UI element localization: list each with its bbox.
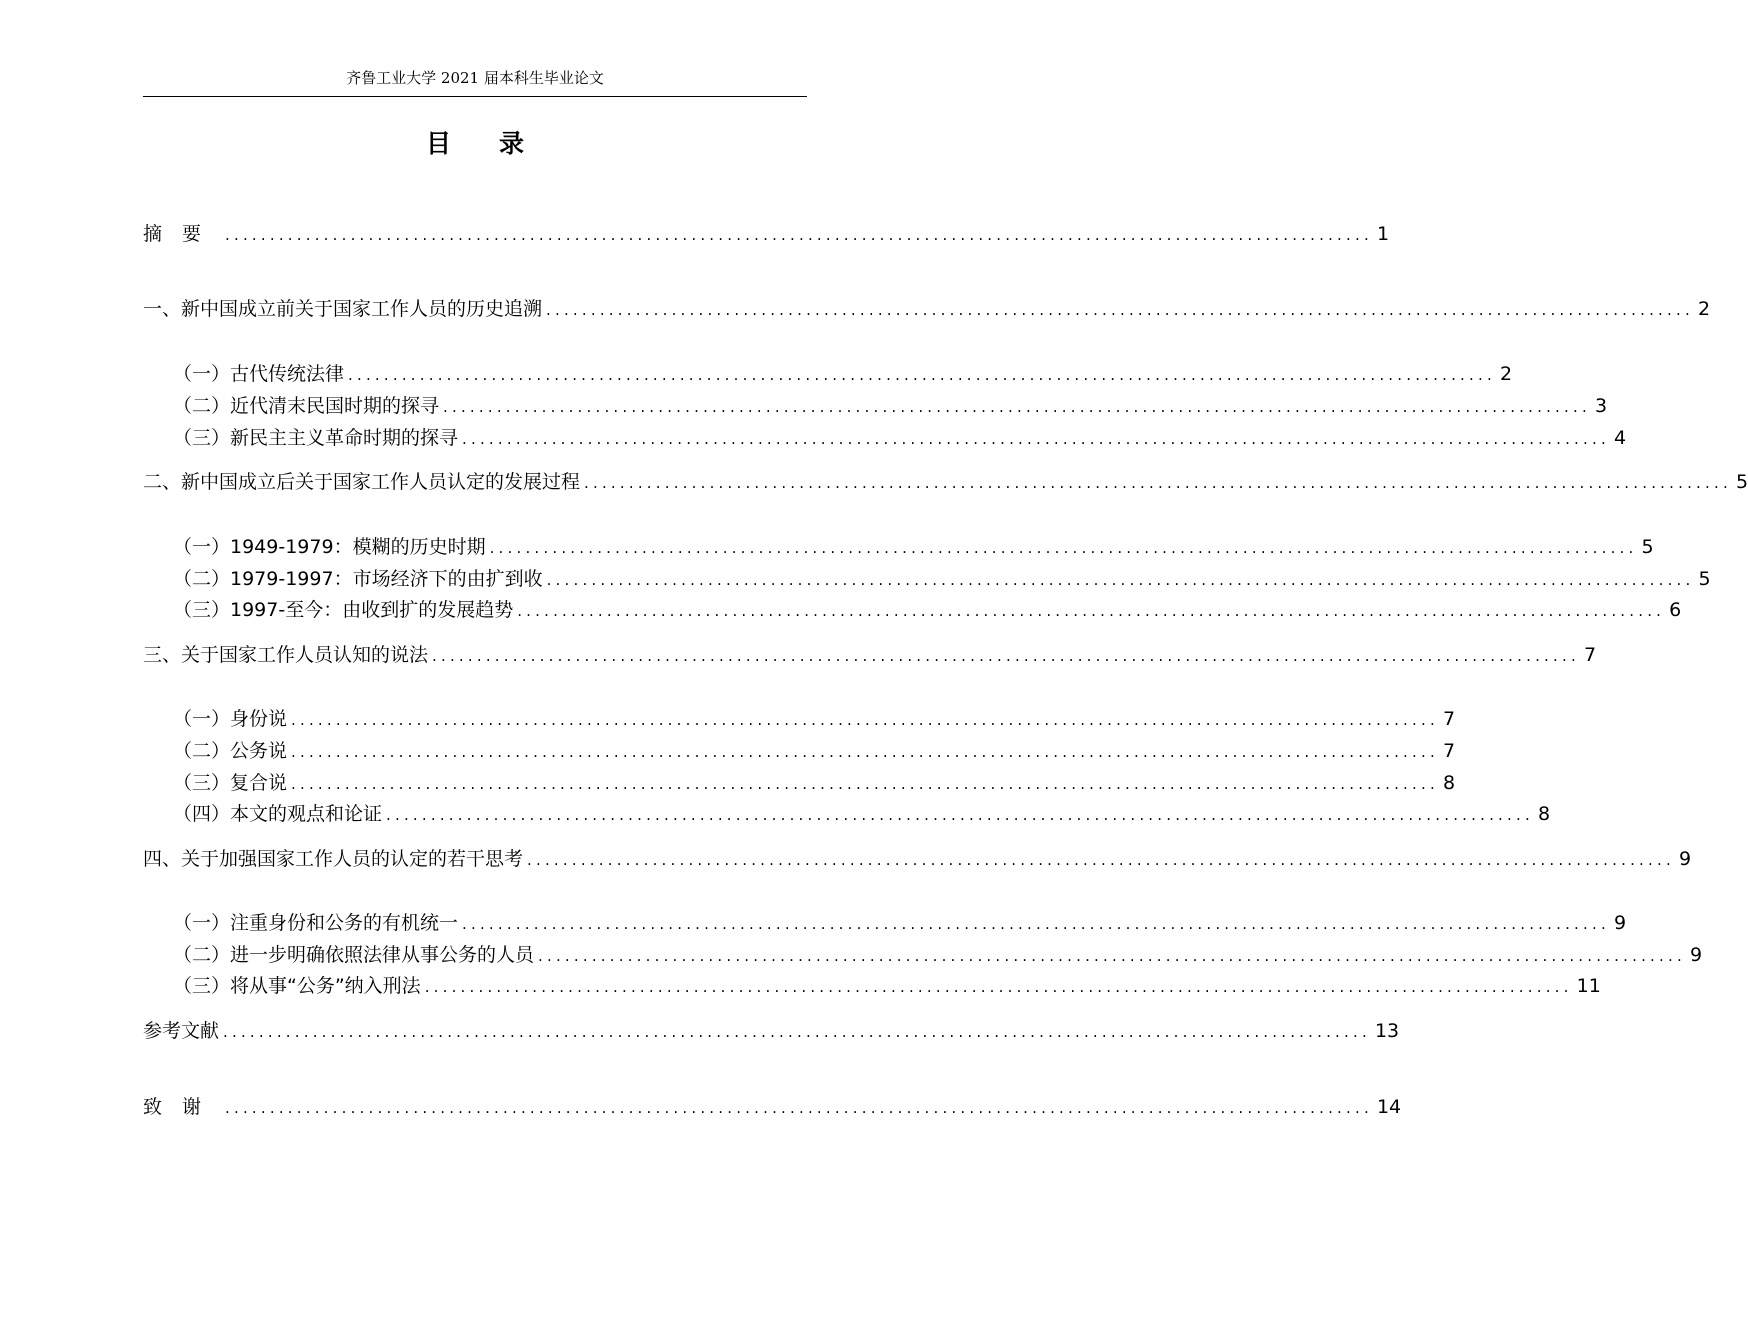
dot-leader: ................................................................................................................................ [517, 602, 1666, 620]
toc-entry-label: （一）身份说 [173, 708, 288, 730]
toc-page-number: 13 [1374, 1020, 1400, 1042]
toc-entry-label: 致谢 [143, 1096, 222, 1118]
dot-leader: ................................................................................................................................ [462, 430, 1610, 448]
toc-page-number: 11 [1576, 975, 1601, 997]
dot-leader: ................................................................................................................................ [291, 775, 1439, 793]
toc-entry-label: （二）近代清末民国时期的探寻 [173, 395, 440, 417]
toc-entry-section-1-1[interactable] [173, 361, 1513, 387]
toc-entry-label: （三）1997-至今：由收到扩的发展趋势 [173, 599, 514, 621]
toc-page-number: 7 [1442, 740, 1456, 762]
toc-page-number: 5 [1641, 536, 1654, 558]
toc-entry-chapter-1[interactable] [143, 296, 1711, 322]
title-char-1: 目 [425, 129, 451, 158]
toc-entry-section-4-2[interactable] [173, 942, 1703, 968]
toc-entry-section-2-3[interactable] [173, 597, 1682, 623]
running-header: 齐鲁工业大学 2021 届本科生毕业论文 [346, 69, 604, 87]
toc-entry-label: 四、关于加强国家工作人员的认定的若干思考 [143, 848, 524, 870]
toc-entry-label: 参考文献 [143, 1020, 220, 1042]
dot-leader: ................................................................................................................................ [225, 1099, 1373, 1117]
dot-leader: ................................................................................................................................ [348, 366, 1496, 384]
header-rule [143, 96, 807, 97]
toc-entry-section-3-3[interactable] [173, 770, 1456, 796]
toc-page-number: 2 [1697, 298, 1711, 320]
toc-entry-label: （一）1949-1979：模糊的历史时期 [173, 536, 486, 558]
toc-entry-label: 一、新中国成立前关于国家工作人员的历史追溯 [143, 298, 543, 320]
toc-page-number: 7 [1442, 708, 1456, 730]
dot-leader: ................................................................................................................................ [489, 539, 1638, 557]
toc-page-number: 3 [1594, 395, 1608, 417]
toc-entry-chapter-2[interactable] [143, 469, 1748, 495]
toc-entry-chapter-3[interactable] [143, 642, 1597, 668]
toc-entry-section-2-1[interactable] [173, 534, 1654, 560]
toc-entry-section-1-3[interactable] [173, 425, 1627, 451]
toc-entry-label: （二）1979-1997：市场经济下的由扩到收 [173, 568, 543, 590]
toc-entry-section-3-4[interactable] [173, 801, 1551, 827]
toc-entry-label: （三）新民主主义革命时期的探寻 [173, 427, 459, 449]
toc-entry-label: （二）公务说 [173, 740, 288, 762]
toc-entry-label: 摘要 [143, 223, 222, 245]
toc-page-number: 5 [1698, 568, 1711, 590]
toc-page-number: 1 [1376, 223, 1390, 245]
toc-entry-abstract[interactable] [143, 221, 1390, 247]
page-title [0, 128, 950, 160]
dot-leader: ................................................................................................................................ [223, 1023, 1371, 1041]
dot-leader: ................................................................................................................................ [432, 647, 1580, 665]
toc-entry-label: （一）注重身份和公务的有机统一 [173, 912, 459, 934]
toc-entry-label: （二）进一步明确依照法律从事公务的人员 [173, 944, 535, 966]
dot-leader: ................................................................................................................................ [424, 978, 1573, 996]
dot-leader: ................................................................................................................................ [538, 947, 1686, 965]
dot-leader: ................................................................................................................................ [584, 474, 1732, 492]
dot-leader: ................................................................................................................................ [291, 711, 1439, 729]
dot-leader: ................................................................................................................................ [546, 571, 1695, 589]
toc-page-number: 2 [1499, 363, 1513, 385]
toc-page-number: 9 [1678, 848, 1692, 870]
dot-leader: ................................................................................................................................ [225, 226, 1373, 244]
toc-entry-section-3-2[interactable] [173, 738, 1456, 764]
title-char-2: 录 [499, 129, 525, 158]
dot-leader: ................................................................................................................................ [462, 915, 1610, 933]
toc-entry-section-4-1[interactable] [173, 910, 1627, 936]
toc-entry-section-3-1[interactable] [173, 706, 1456, 732]
toc-page-number: 5 [1735, 471, 1748, 493]
toc-page-number: 8 [1537, 803, 1551, 825]
toc-page-number: 8 [1442, 772, 1456, 794]
toc-entry-label: （四）本文的观点和论证 [173, 803, 383, 825]
toc-page-number: 9 [1689, 944, 1703, 966]
toc-entry-references[interactable] [143, 1018, 1400, 1044]
toc-entry-chapter-4[interactable] [143, 846, 1692, 872]
toc-entry-section-1-2[interactable] [173, 393, 1608, 419]
dot-leader: ................................................................................................................................ [291, 743, 1439, 761]
toc-page-number: 9 [1613, 912, 1627, 934]
dot-leader: ................................................................................................................................ [386, 806, 1534, 824]
dot-leader: ................................................................................................................................ [443, 398, 1591, 416]
dot-leader: ................................................................................................................................ [546, 301, 1694, 319]
toc-page-number: 14 [1376, 1096, 1402, 1118]
toc-entry-label: （三）复合说 [173, 772, 288, 794]
dot-leader: ................................................................................................................................ [527, 851, 1675, 869]
toc-entry-section-4-3[interactable] [173, 973, 1601, 999]
toc-entry-acknowledgements[interactable] [143, 1094, 1402, 1120]
toc-page-number: 4 [1613, 427, 1627, 449]
toc-page-number: 6 [1669, 599, 1682, 621]
toc-entry-label: （一）古代传统法律 [173, 363, 345, 385]
toc-entry-label: （三）将从事“公务”纳入刑法 [173, 975, 421, 997]
toc-entry-section-2-2[interactable] [173, 566, 1711, 592]
toc-entry-label: 二、新中国成立后关于国家工作人员认定的发展过程 [143, 471, 581, 493]
toc-page-number: 7 [1583, 644, 1597, 666]
toc-entry-label: 三、关于国家工作人员认知的说法 [143, 644, 429, 666]
